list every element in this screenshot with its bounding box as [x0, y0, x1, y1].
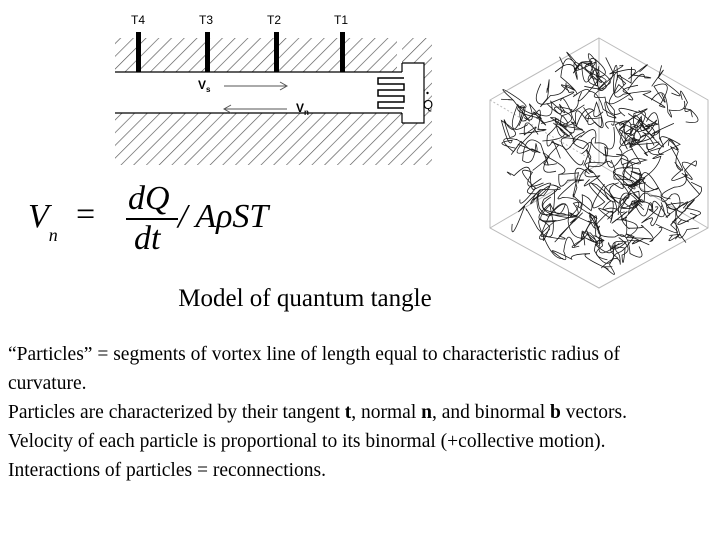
vortex-line — [588, 69, 621, 115]
vortex-line — [625, 220, 652, 243]
binormal-symbol: b — [550, 402, 561, 423]
vortex-line — [576, 205, 601, 235]
body-line-interactions: Interactions of particles = reconnections. — [8, 460, 326, 481]
vortex-line — [555, 57, 601, 86]
vortex-line — [601, 253, 620, 274]
vortex-line — [536, 84, 575, 104]
vortex-line — [612, 212, 629, 237]
label-t1: T1 — [334, 13, 349, 27]
formula-tail: / AρST — [178, 198, 269, 235]
vortex-line — [606, 57, 668, 107]
label-vn: $V_n$ — [296, 101, 309, 117]
formula-numerator: dQ — [128, 180, 170, 217]
label-heat-flux: Q — [423, 97, 434, 112]
normal-velocity-formula — [28, 180, 278, 260]
vortex-line — [552, 232, 608, 269]
vortex-line — [681, 91, 699, 122]
tangent-symbol: t — [344, 402, 352, 423]
formula-denominator: dt — [134, 220, 161, 257]
label-t4: T4 — [131, 13, 146, 27]
vortex-line — [573, 61, 617, 90]
formula-equals: = — [76, 196, 96, 233]
body-line-velocity: Velocity of each particle is proportional to its binormal (+collective motion). — [8, 431, 606, 452]
vortex-line — [562, 110, 607, 156]
vortex-line — [662, 161, 697, 199]
channel-top-wall — [115, 38, 397, 72]
label-t2: T2 — [267, 13, 282, 27]
vortex-line — [615, 67, 651, 100]
caption: Model of quantum tangle — [178, 285, 432, 312]
vortex-line — [666, 182, 702, 209]
thermometer-t2 — [274, 32, 279, 72]
body-line-particles: “Particles” = segments of vortex line of length equal to characteristic radius of curvature. — [8, 344, 621, 394]
thermometer-t3 — [205, 32, 210, 72]
channel-bottom-wall — [115, 113, 427, 165]
body-line-vectors: Particles are characterized by their tangent t, normal n, and binormal b vectors. — [8, 402, 627, 423]
body-text — [8, 340, 698, 485]
vortex-line — [541, 79, 567, 106]
vortex-line — [558, 174, 584, 217]
normal-symbol: n — [421, 402, 432, 423]
thermometer-t1 — [340, 32, 345, 72]
vortex-tangle — [501, 52, 701, 274]
formula-lhs: $V_n$ — [28, 198, 58, 245]
thermometer-t4 — [136, 32, 141, 72]
vortex-line — [588, 102, 603, 127]
vortex-line — [561, 138, 588, 154]
counterflow-channel-diagram — [112, 8, 437, 168]
vortex-line — [621, 149, 646, 180]
vortex-line — [501, 90, 537, 122]
vortex-line — [512, 179, 550, 232]
label-t3: T3 — [199, 13, 214, 27]
vortex-line — [526, 204, 576, 242]
quantum-tangle-cube-image — [488, 36, 710, 290]
label-vs: $V_s$ — [198, 78, 211, 94]
